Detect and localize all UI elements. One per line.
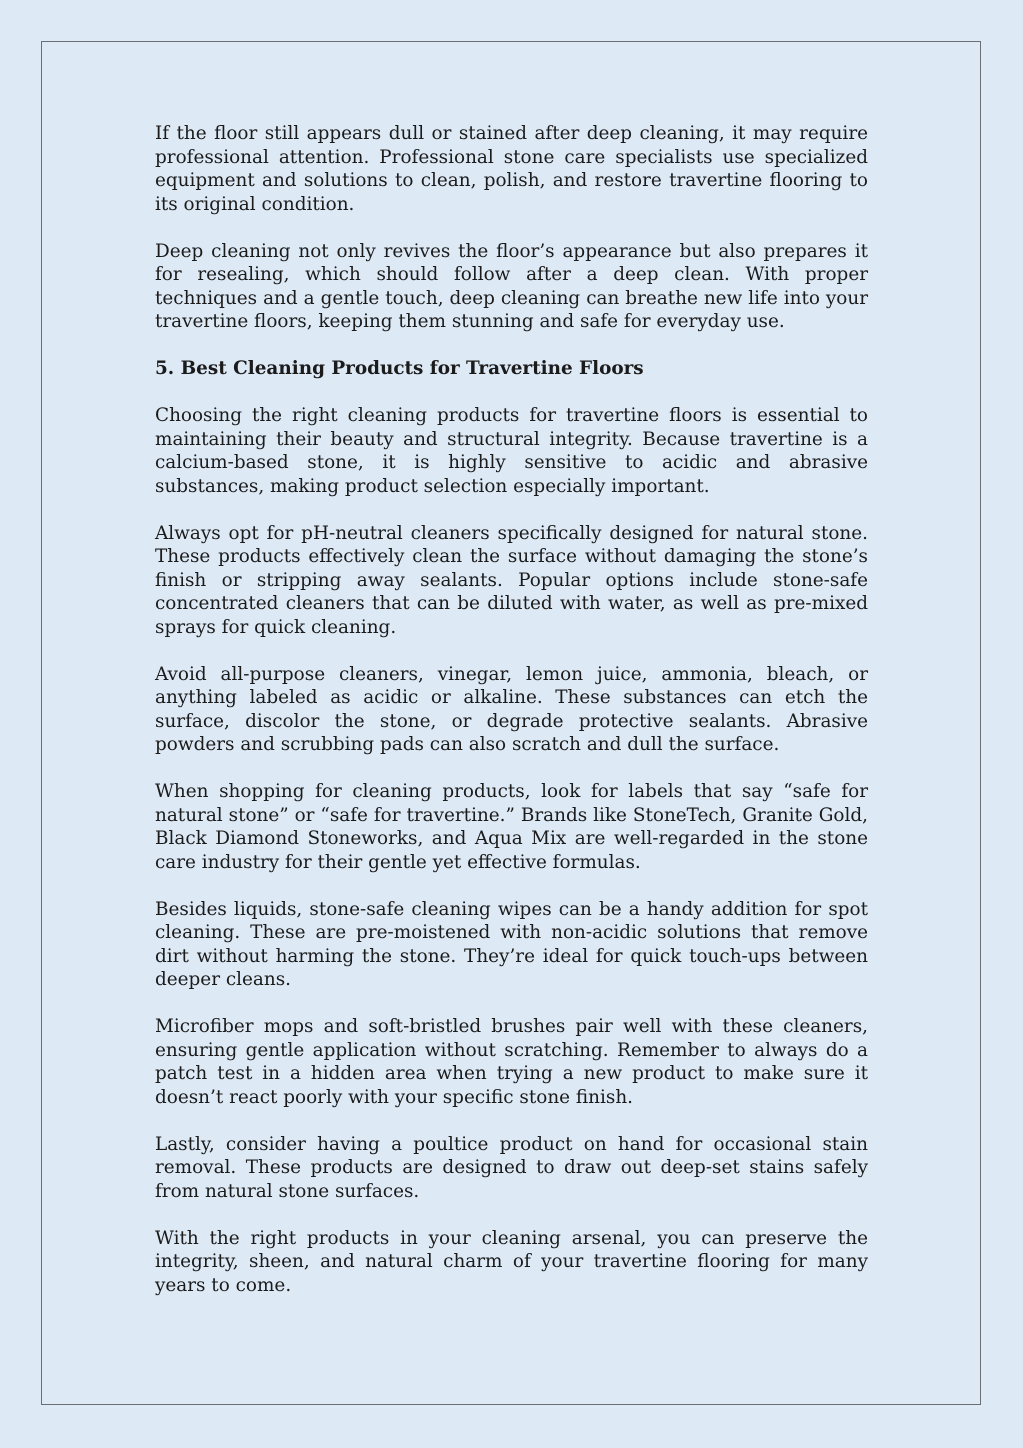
paragraph-cleaning-wipes: Besides liquids, stone-safe cleaning wipes can be a handy addition for spot cleaning. These are pre-moistened with non-acidic solutions that remove dirt without harming the stone. They’re ideal for quick touch-ups between deeper cleans.: [155, 898, 868, 990]
paragraph-conclusion: With the right products in your cleaning arsenal, you can preserve the integrity, sheen, and natural charm of your travertine flooring for many years to come.: [155, 1227, 868, 1296]
paragraph-shopping-brands: When shopping for cleaning products, look for labels that say “safe for natural stone” or “safe for travertine.” Brands like StoneTech, Granite Gold, Black Diamond Stoneworks, and Aqua Mix are well-regarded in the stone care industry for their gentle yet effective formulas.: [155, 781, 868, 873]
paragraph-microfiber-mops: Microfiber mops and soft-bristled brushes pair well with these cleaners, ensuring gentle application without scratching. Remember to always do a patch test in a hidden area when trying a new product to make sure it doesn’t react poorly with your specific stone finish.: [155, 1016, 868, 1108]
paragraph-choosing-products: Choosing the right cleaning products for travertine floors is essential to maintaining their beauty and structural integrity. Because travertine is a calcium-based stone, it is highly sensitive to acidic and abrasive substances, making product selection especially important.: [155, 405, 868, 497]
document-body: [155, 122, 868, 1321]
paragraph-deep-cleaning-resealing: Deep cleaning not only revives the floor’s appearance but also prepares it for resealing, which should follow after a deep clean. With proper techniques and a gentle touch, deep cleaning can breathe new life into your travertine floors, keeping them stunning and safe for everyday use.: [155, 240, 868, 332]
paragraph-avoid-cleaners: Avoid all-purpose cleaners, vinegar, lemon juice, ammonia, bleach, or anything labeled as acidic or alkaline. These substances can etch the surface, discolor the stone, or degrade protective sealants. Abrasive powders and scrubbing pads can also scratch and dull the surface.: [155, 663, 868, 755]
paragraph-professional-attention: If the floor still appears dull or stained after deep cleaning, it may require professional attention. Professional stone care specialists use specialized equipment and solutions to clean, polish, and restore travertine flooring to its original condition.: [155, 123, 868, 215]
paragraph-poultice: Lastly, consider having a poultice product on hand for occasional stain removal. These products are designed to draw out deep-set stains safely from natural stone surfaces.: [155, 1133, 868, 1202]
paragraph-ph-neutral-cleaners: Always opt for pH-neutral cleaners specifically designed for natural stone. These products effectively clean the surface without damaging the stone’s finish or stripping away sealants. Popular options include stone-safe concentrated cleaners that can be diluted with water, as well as pre-mixed sprays for quick cleaning.: [155, 522, 868, 638]
section-heading: 5. Best Cleaning Products for Travertine Floors: [155, 358, 644, 379]
